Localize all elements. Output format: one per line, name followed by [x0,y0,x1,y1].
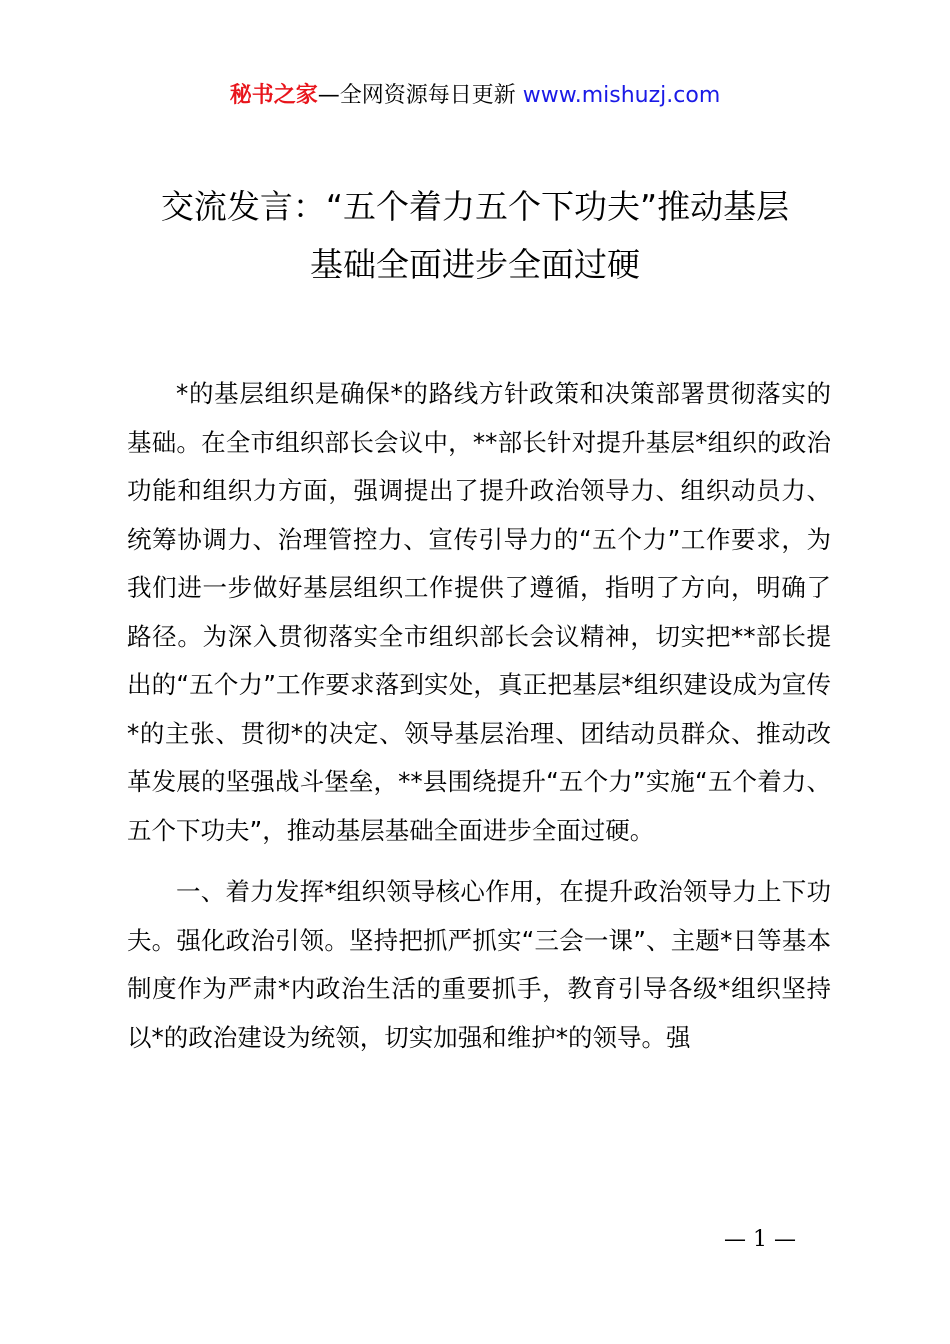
document-body [127,370,831,1062]
section-one-paragraph: 一、着力发挥*组织领导核心作用，在提升政治领导力上下功夫。强化政治引领。坚持把抓严抓实“三会一课”、主题*日等基本制度作为严肃*内政治生活的重要抓手，教育引导各级*组织坚持以*的政治建设为统领，切实加强和维护*的领导。强 [127,877,831,1052]
document-title [100,178,850,294]
site-brand: 秘书之家 [229,83,318,108]
site-url-link[interactable]: www.mishuzj.com [522,83,721,108]
page-number: — 1 — [724,1227,796,1252]
site-banner [0,80,950,112]
intro-paragraph: *的基层组织是确保*的路线方针政策和决策部署贯彻落实的基础。在全市组织部长会议中，**部长针对提升基层*组织的政治功能和组织力方面，强调提出了提升政治领导力、组织动员力、统筹协调力、治理管控力、宣传引导力的“五个力”工作要求，为我们进一步做好基层组织工作提供了遵循，指明了方向，明确了路径。为深入贯彻落实全市组织部长会议精神，切实把**部长提出的“五个力”工作要求落到实处，真正把基层*组织建设成为宣传*的主张、贯彻*的决定、领导基层治理、团结动员群众、推动改革发展的坚强战斗堡垒，**县围绕提升“五个力”实施“五个着力、五个下功夫”，推动基层基础全面进步全面过硬。 [127,379,831,845]
site-tagline: —全网资源每日更新 [317,83,516,108]
title-line-1: 交流发言：“五个着力五个下功夫”推动基层 [160,187,790,226]
title-line-2: 基础全面进步全面过硬 [310,245,640,284]
